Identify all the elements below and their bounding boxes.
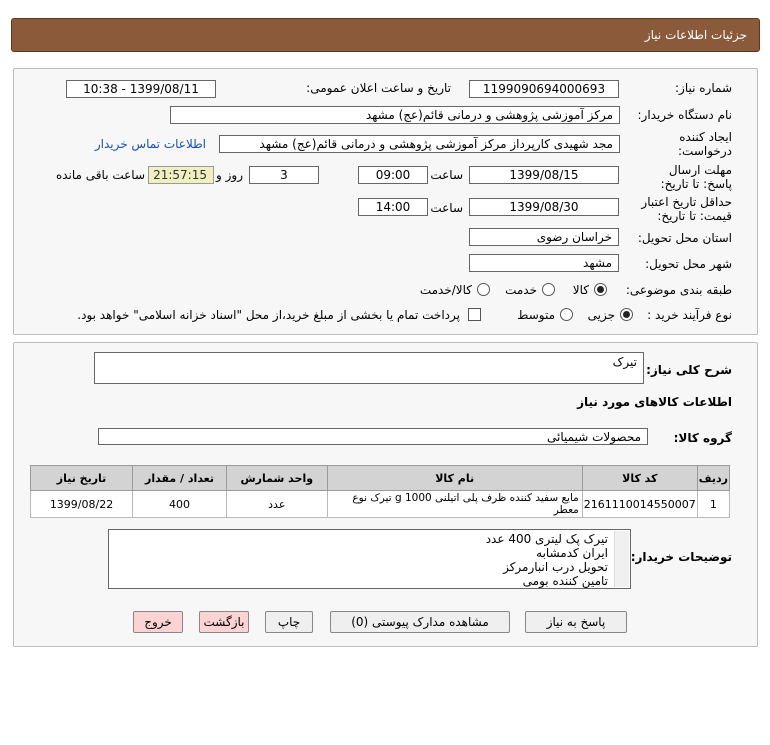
validity-time-label: ساعت (430, 201, 463, 215)
page-title: جزئیات اطلاعات نیاز (644, 28, 747, 42)
summary-field: تیرک (94, 352, 644, 384)
reply-button[interactable]: پاسخ به نیاز (525, 611, 627, 633)
cell-date: 1399/08/22 (31, 491, 133, 518)
deadline-time-label: ساعت (430, 168, 463, 182)
deadline-time-field: 09:00 (358, 166, 428, 184)
need-number-label: شماره نیاز: (675, 81, 732, 95)
notes-line: تحویل درب انبارمرکز (503, 560, 608, 574)
table-row (31, 491, 730, 518)
notes-line: تیرک پک لیتری 400 عدد (485, 532, 608, 546)
goods-group-label: گروه کالا: (673, 431, 732, 445)
process-medium-radio[interactable] (560, 308, 573, 321)
process-medium-label: متوسط (517, 308, 555, 322)
category-service-label: خدمت (505, 283, 537, 297)
deadline-date-field: 1399/08/15 (469, 166, 619, 184)
need-number-field: 1199090694000693 (469, 80, 619, 98)
goods-table (30, 465, 730, 518)
cell-code: 2161110014550007 (582, 491, 697, 518)
exit-button[interactable]: خروج (133, 611, 183, 633)
process-minor-label: جزیی (587, 308, 615, 322)
province-field: خراسان رضوی (469, 228, 619, 246)
remaining-timer: 21:57:15 (148, 166, 214, 184)
col-unit: واحد شمارش (227, 466, 328, 491)
goods-section-title: اطلاعات کالاهای مورد نیاز (577, 395, 732, 409)
category-service-radio[interactable] (542, 283, 555, 296)
notes-line: ایران کدمشابه (536, 546, 608, 560)
col-date: تاریخ نیاز (31, 466, 133, 491)
goods-table-header-row (31, 466, 730, 491)
treasury-payment-note: پرداخت تمام یا بخشی از مبلغ خرید،از محل "اسناد خزانه اسلامی" خواهد بود. (77, 308, 460, 322)
summary-label: شرح کلی نیاز: (646, 363, 732, 377)
contact-buyer-link[interactable]: اطلاعات تماس خریدار (94, 137, 206, 151)
print-button[interactable]: چاپ (265, 611, 313, 633)
cell-name: مایع سفید کننده ظرف پلی اتیلنی 1000 g تیرک نوع معطر (327, 491, 582, 518)
process-label: نوع فرآیند خرید : (647, 308, 732, 322)
category-label: طبقه بندی موضوعی: (625, 283, 732, 297)
buyer-notes-lines (486, 532, 608, 588)
buyer-org-label: نام دستگاه خریدار: (637, 108, 732, 122)
validity-date-field: 1399/08/30 (469, 198, 619, 216)
col-row: ردیف (697, 466, 729, 491)
treasury-payment-checkbox[interactable] (468, 308, 481, 321)
col-name: نام کالا (327, 466, 582, 491)
view-attachments-button[interactable]: مشاهده مدارک پیوستی (0) (330, 611, 510, 633)
category-goods-label: کالا (572, 283, 589, 297)
notes-line: تامین کننده بومی (522, 574, 608, 588)
days-label: روز و (216, 168, 243, 182)
page-header (11, 18, 760, 52)
announce-field: 1399/08/11 - 10:38 (66, 80, 216, 98)
category-both-label: کالا/خدمت (419, 283, 472, 297)
back-button[interactable]: بازگشت (199, 611, 249, 633)
buyer-notes-textarea[interactable] (108, 529, 631, 589)
validity-time-field: 14:00 (358, 198, 428, 216)
validity-label: حداقل تاریخ اعتبار قیمت: تا تاریخ: (641, 195, 732, 223)
cell-unit: عدد (227, 491, 328, 518)
col-qty: تعداد / مقدار (133, 466, 227, 491)
category-both-radio[interactable] (477, 283, 490, 296)
goods-group-field: محصولات شیمیائی (98, 428, 648, 445)
buyer-notes-label: توضیحات خریدار: (630, 550, 732, 564)
cell-qty: 400 (133, 491, 227, 518)
process-minor-radio[interactable] (620, 308, 633, 321)
creator-field: مجد شهیدی کارپرداز مرکز آموزشی پژوهشی و درمانی قائم(عج) مشهد (219, 135, 620, 153)
province-label: استان محل تحویل: (637, 231, 732, 245)
category-goods-radio[interactable] (594, 283, 607, 296)
deadline-label: مهلت ارسال پاسخ: تا تاریخ: (660, 163, 732, 191)
cell-row: 1 (697, 491, 729, 518)
creator-label: ایجاد کننده درخواست: (678, 130, 732, 158)
announce-label: تاریخ و ساعت اعلان عمومی: (306, 81, 451, 95)
notes-scrollbar[interactable] (614, 531, 629, 587)
city-field: مشهد (469, 254, 619, 272)
city-label: شهر محل تحویل: (645, 257, 732, 271)
remaining-label: ساعت باقی مانده (55, 168, 145, 182)
days-field: 3 (249, 166, 319, 184)
buyer-org-field: مرکز آموزشی پژوهشی و درمانی قائم(عج) مشهد (170, 106, 620, 124)
col-code: کد کالا (582, 466, 697, 491)
